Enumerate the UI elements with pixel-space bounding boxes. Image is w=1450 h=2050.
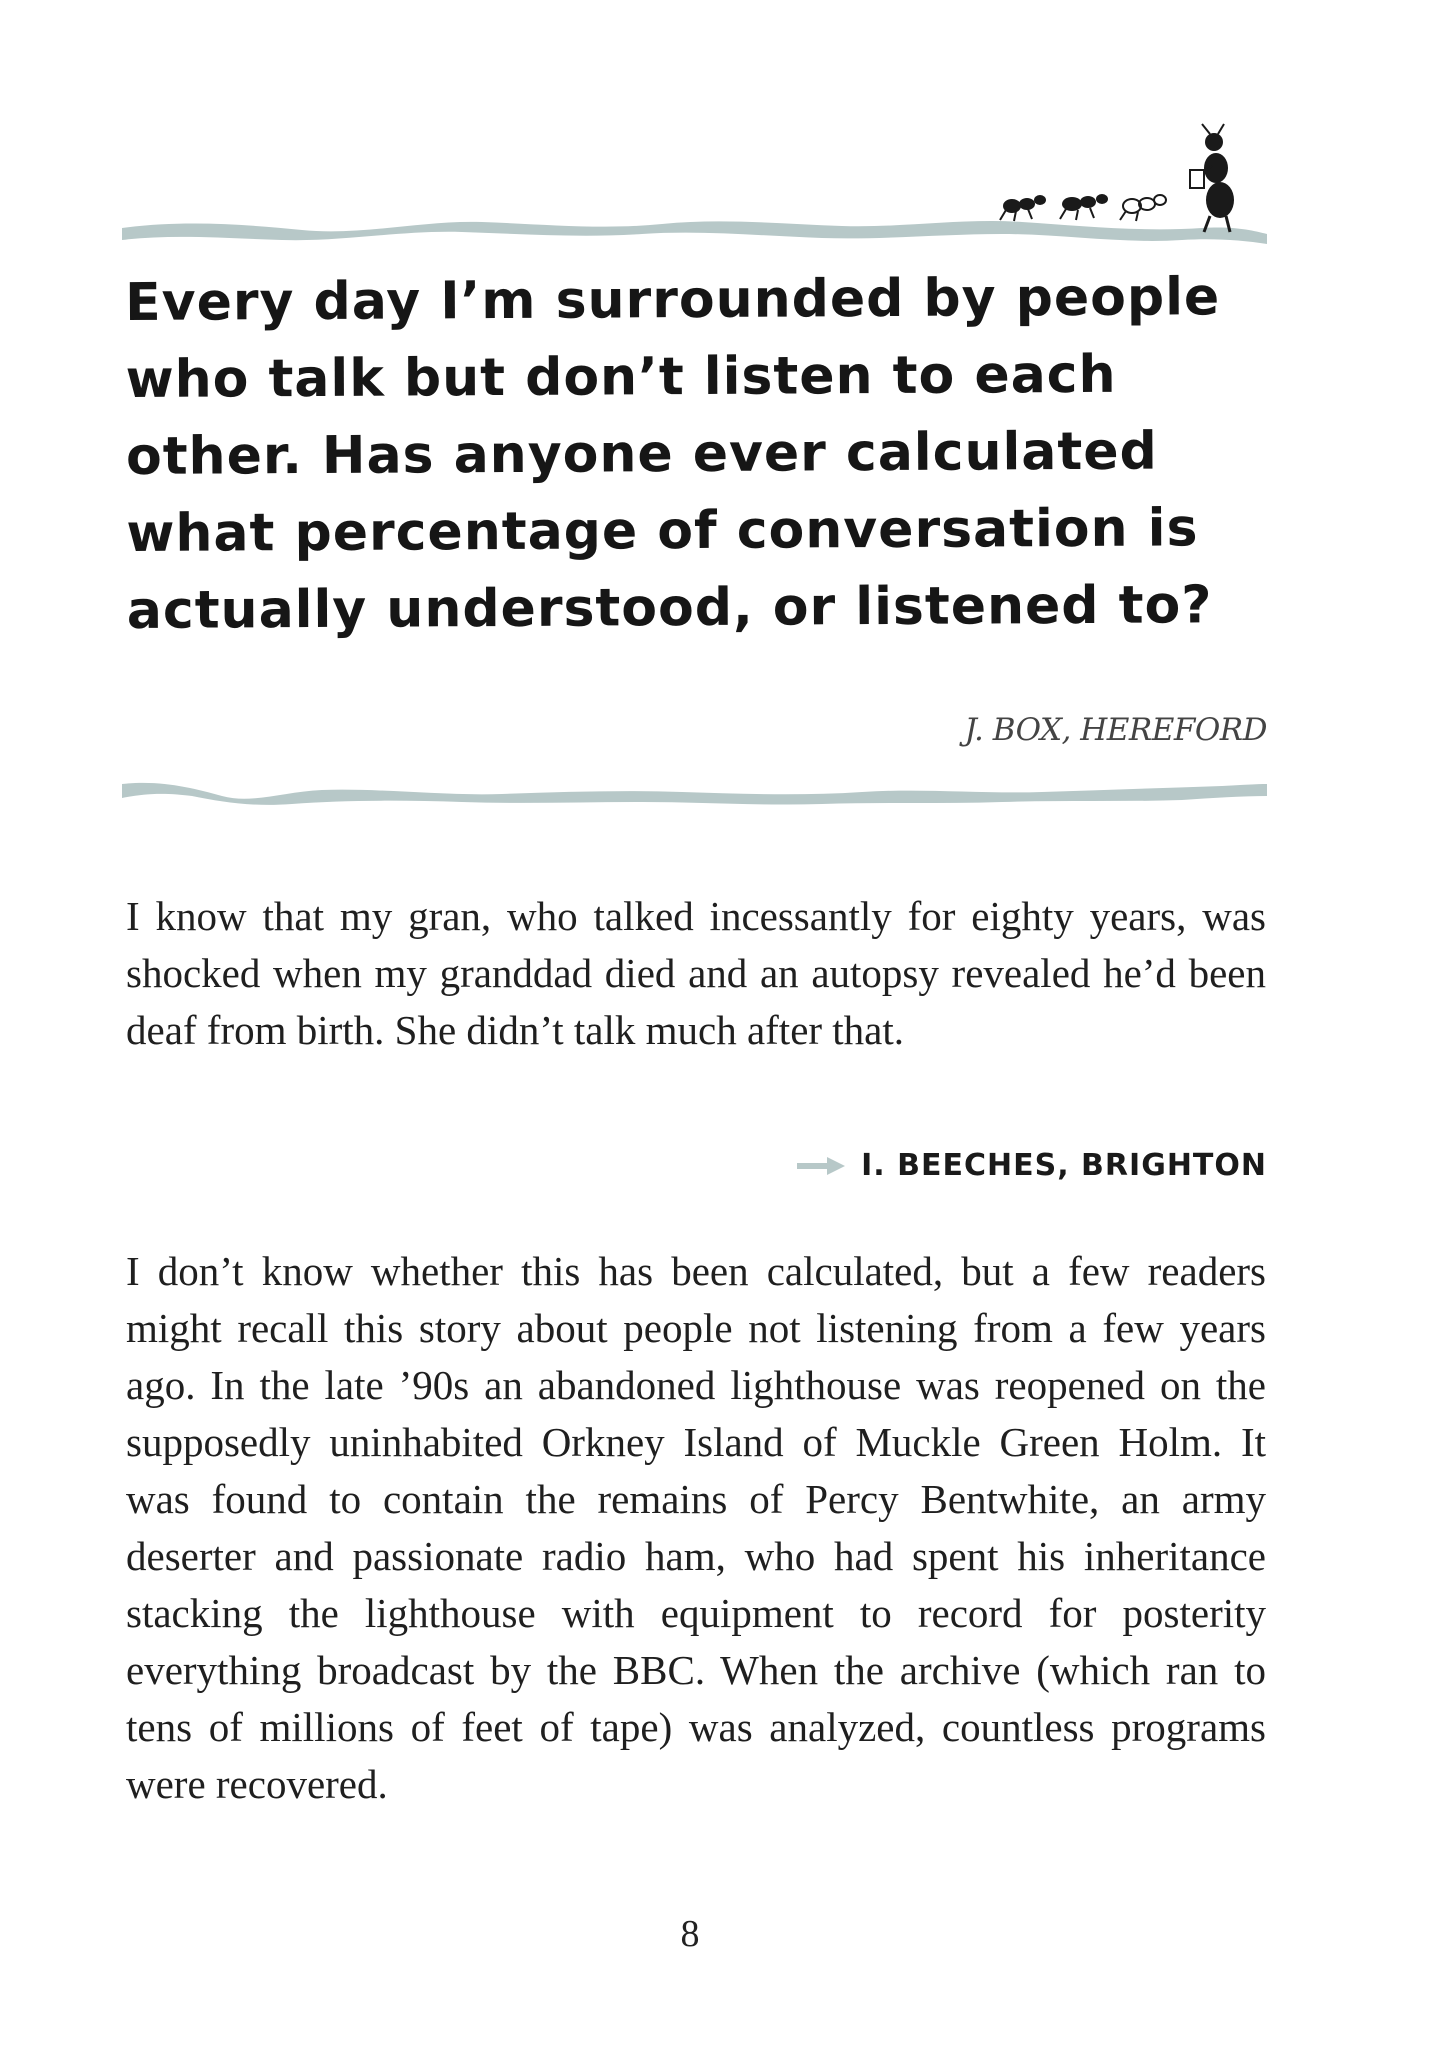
answer-attribution <box>797 1148 1267 1183</box>
question-attribution: J. BOX, HEREFORD <box>964 712 1267 748</box>
reader-question: Every day I’m surrounded by people who talk but don’t listen to each other. Has anyone ever calculated what percentage of conversation is actually understood, or listened to? <box>125 267 1221 641</box>
answer-attribution-name: I. BEECHES, BRIGHTON <box>861 1148 1267 1183</box>
page-number: 8 <box>680 1913 700 1955</box>
wavy-rule-icon <box>122 770 1267 820</box>
answer-paragraph: I don’t know whether this has been calculated, but a few readers might recall this story about people not listening from a few years ago. In the late ’90s an abandoned lighthouse was reopened on the supposedly uninhabited Orkney Island of Muckle Green Holm. It was found to contain the remains of Percy Bentwhite, an army deserter and passionate radio ham, who had spent his inheritance stacking the lighthouse with equipment to record for posterity everything broadcast by the BBC. When the archive (which ran to tens of millions of feet of tape) was analyzed, countless programs were recovered. <box>126 1248 1266 1807</box>
arrow-right-icon <box>797 1156 847 1176</box>
ants-on-rule-icon <box>122 120 1267 260</box>
answer-paragraph: I know that my gran, who talked incessantly for eighty years, was shocked when my granddad died and an autopsy revealed he’d been deaf from birth. She didn’t talk much after that. <box>126 893 1266 1053</box>
